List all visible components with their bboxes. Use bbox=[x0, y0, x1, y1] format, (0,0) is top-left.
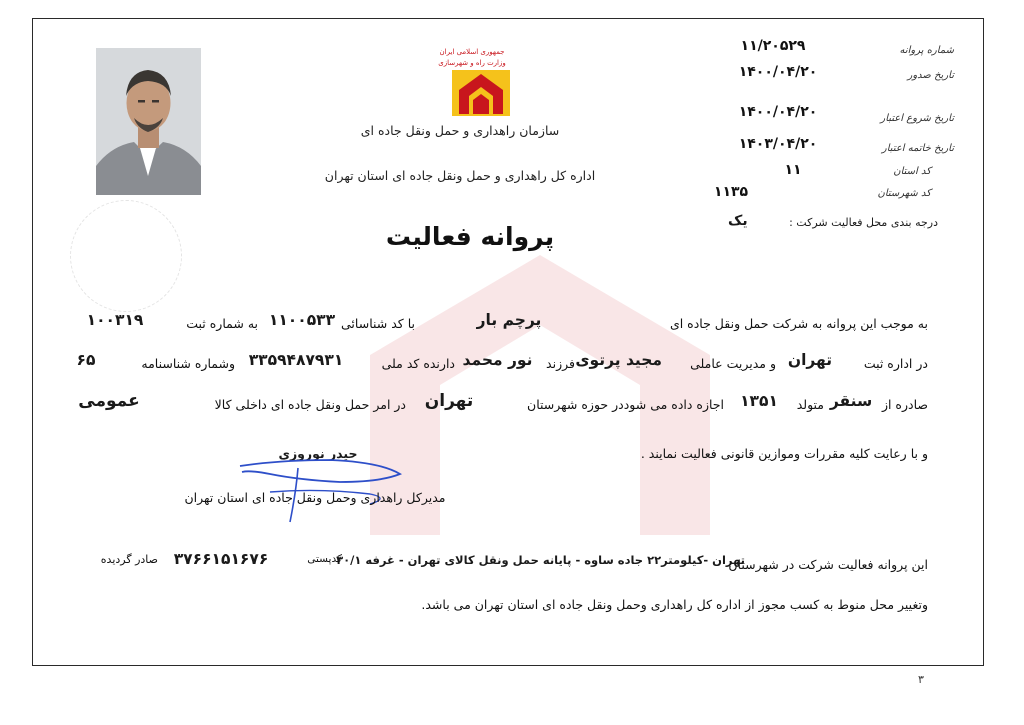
national-id: ۳۳۵۹۴۸۷۹۳۱ bbox=[248, 351, 344, 369]
postal-label: کدپستی bbox=[307, 553, 342, 565]
reg-office-label: در اداره ثبت bbox=[863, 356, 928, 371]
issued-from-label: صادره از bbox=[881, 397, 928, 412]
birthcert-label: وشماره شناسنامه bbox=[141, 356, 235, 371]
issue-date: ۱۴۰۰/۰۴/۲۰ bbox=[738, 64, 818, 80]
manager-name: مجید پرتوی bbox=[575, 351, 662, 369]
logo-top-text: جمهوری اسلامی ایران bbox=[439, 48, 505, 56]
issue-date-label: تاریخ صدور bbox=[907, 70, 954, 81]
province-code-label: کد استان bbox=[893, 166, 931, 177]
valid-from-label: تاریخ شروع اعتبار bbox=[880, 113, 954, 124]
national-id-label: دارنده کد ملی bbox=[381, 356, 455, 371]
valid-to-label: تاریخ خاتمه اعتبار bbox=[881, 143, 954, 154]
province-code: ۱۱ bbox=[784, 162, 802, 178]
father-name: نور محمد bbox=[462, 351, 533, 369]
domestic-text: در امر حمل ونقل جاده ای داخلی کالا bbox=[214, 397, 406, 412]
reg-no: ۱۰۰۳۱۹ bbox=[86, 311, 144, 329]
license-no: ۱۱/۲۰۵۲۹ bbox=[740, 38, 806, 54]
handwritten-signature bbox=[220, 438, 440, 528]
faint-seal-stamp bbox=[70, 200, 182, 312]
issued-word: صادر گردیده bbox=[100, 553, 158, 566]
license-no-label: شماره پروانه bbox=[899, 45, 954, 56]
signer-title: مدیرکل راهداری وحمل ونقل جاده ای استان تهران bbox=[184, 490, 446, 505]
valid-from: ۱۴۰۰/۰۴/۲۰ bbox=[738, 104, 818, 120]
birthcert-no: ۶۵ bbox=[76, 351, 96, 369]
holder-photo bbox=[96, 48, 201, 195]
manager-label: و مدیریت عاملی bbox=[690, 356, 776, 371]
city-code: ۱۱۳۵ bbox=[713, 184, 749, 200]
birth-place: سنقر bbox=[829, 392, 873, 410]
born-label: متولد bbox=[796, 397, 824, 412]
rank-label: درجه بندی محل فعالیت شرکت : bbox=[789, 216, 938, 229]
ministry-logo-icon bbox=[452, 70, 510, 116]
org-name: سازمان راهداری و حمل ونقل جاده ای bbox=[360, 123, 560, 138]
logo-second-text: وزارت راه و شهرسازی bbox=[438, 59, 506, 67]
rank-value: یک bbox=[728, 213, 748, 229]
cargo-type: عمومی bbox=[78, 391, 140, 411]
child-of-label: فرزند bbox=[546, 356, 575, 371]
dept-name: اداره کل راهداری و حمل ونقل جاده ای استان تهران bbox=[324, 168, 596, 183]
company-name: پرچم بار bbox=[476, 311, 542, 329]
footer-intro: این پروانه فعالیت شرکت در شهرستان bbox=[728, 557, 928, 572]
company-id: ۱۱۰۰۵۳۳ bbox=[268, 311, 336, 329]
reg-no-label: به شماره ثبت bbox=[186, 316, 258, 331]
valid-to: ۱۴۰۳/۰۴/۲۰ bbox=[738, 136, 818, 152]
area-city: تهران bbox=[424, 391, 474, 411]
footer-address: تهران -کیلومتر۲۲ جاده ساوه - پایانه حمل ونقل کالای تهران - غرفه ۳۰/۱ bbox=[336, 553, 745, 567]
page-number: ۳ bbox=[918, 673, 924, 686]
postal-code: ۳۷۶۶۱۵۱۶۷۶ bbox=[173, 550, 269, 568]
page-title: پروانه فعالیت bbox=[385, 222, 555, 251]
signer-name: حیدر نوروزی bbox=[278, 446, 358, 461]
footer-line-2: وتغییر محل منوط به کسب مجوز از اداره کل راهداری وحمل ونقل جاده ای استان تهران می باشد. bbox=[421, 597, 928, 612]
permission-text: اجازه داده می شوددر حوزه شهرستان bbox=[527, 397, 724, 412]
city-code-label: کد شهرستان bbox=[877, 188, 931, 199]
body-line-1-intro: به موجب این پروانه به شرکت حمل ونقل جاده ای bbox=[669, 316, 928, 331]
birth-year: ۱۳۵۱ bbox=[740, 392, 778, 410]
reg-city: تهران bbox=[787, 351, 833, 369]
company-id-label: با کد شناسائی bbox=[341, 316, 415, 331]
compliance-text: و با رعایت کلیه مقررات وموازین قانونی فعالیت نمایند . bbox=[640, 446, 928, 461]
